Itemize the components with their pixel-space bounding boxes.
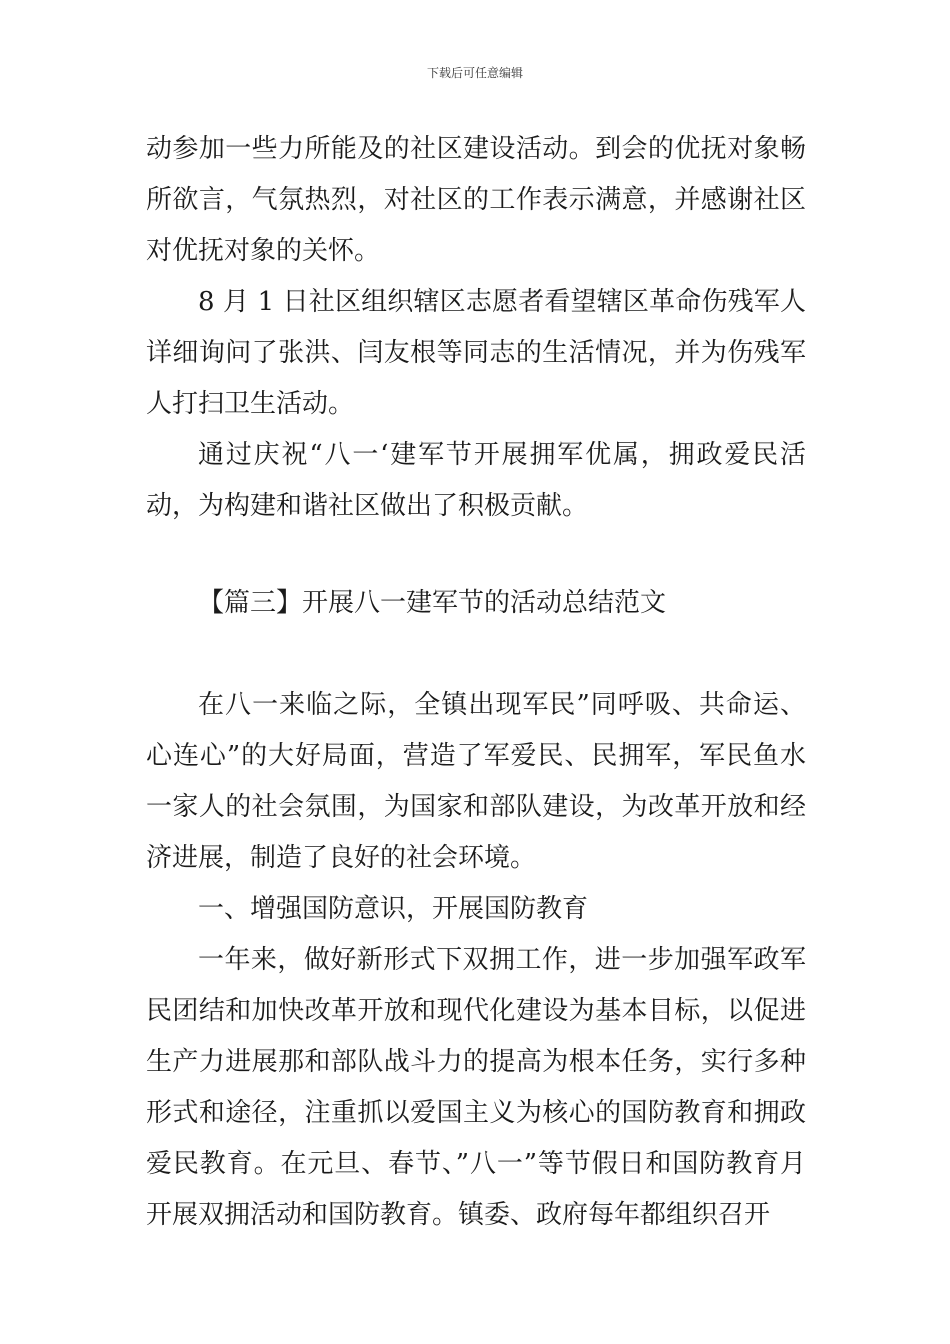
- paragraph-continuation: 动参加一些力所能及的社区建设活动。到会的优抚对象畅所欲言，气氛热烈，对社区的工作表示满意，并感谢社区对优抚对象的关怀。: [146, 134, 806, 266]
- paragraph-celebration: 通过庆祝“八一‘建军节开展拥军优属，拥政爱民活动，为构建和谐社区做出了积极贡献。: [146, 440, 806, 521]
- paragraph-august-visit: 8 月 1 日社区组织辖区志愿者看望辖区革命伤残军人详细询问了张洪、闫友根等同志的生活情况，并为伤残军人打扫卫生活动。: [146, 287, 806, 419]
- page-header-note: 下载后可任意编辑: [426, 66, 523, 80]
- subheading-defense-awareness: 一、增强国防意识，开展国防教育: [198, 894, 589, 924]
- section-title: 【篇三】开展八一建军节的活动总结范文: [198, 588, 667, 618]
- paragraph-year-summary: 一年来，做好新形式下双拥工作，进一步加强军政军民团结和加快改革开放和现代化建设为基本目标，以促进生产力进展那和部队战斗力的提高为根本任务，实行多种形式和途径，注重抓以爱国主义为核心的国防教育和拥政爱民教育。在元旦、春节、”八一”等节假日和国防教育月开展双拥活动和国防教育。镇委、政府每年都组织召开: [146, 945, 806, 1230]
- document-body: [146, 124, 806, 1241]
- spacer: [146, 532, 806, 578]
- paragraph-intro: 在八一来临之际，全镇出现军民”同呼吸、共命运、心连心”的大好局面，营造了军爱民、民拥军，军民鱼水一家人的社会氛围，为国家和部队建设，为改革开放和经济进展，制造了良好的社会环境。: [146, 690, 806, 873]
- spacer: [146, 629, 806, 680]
